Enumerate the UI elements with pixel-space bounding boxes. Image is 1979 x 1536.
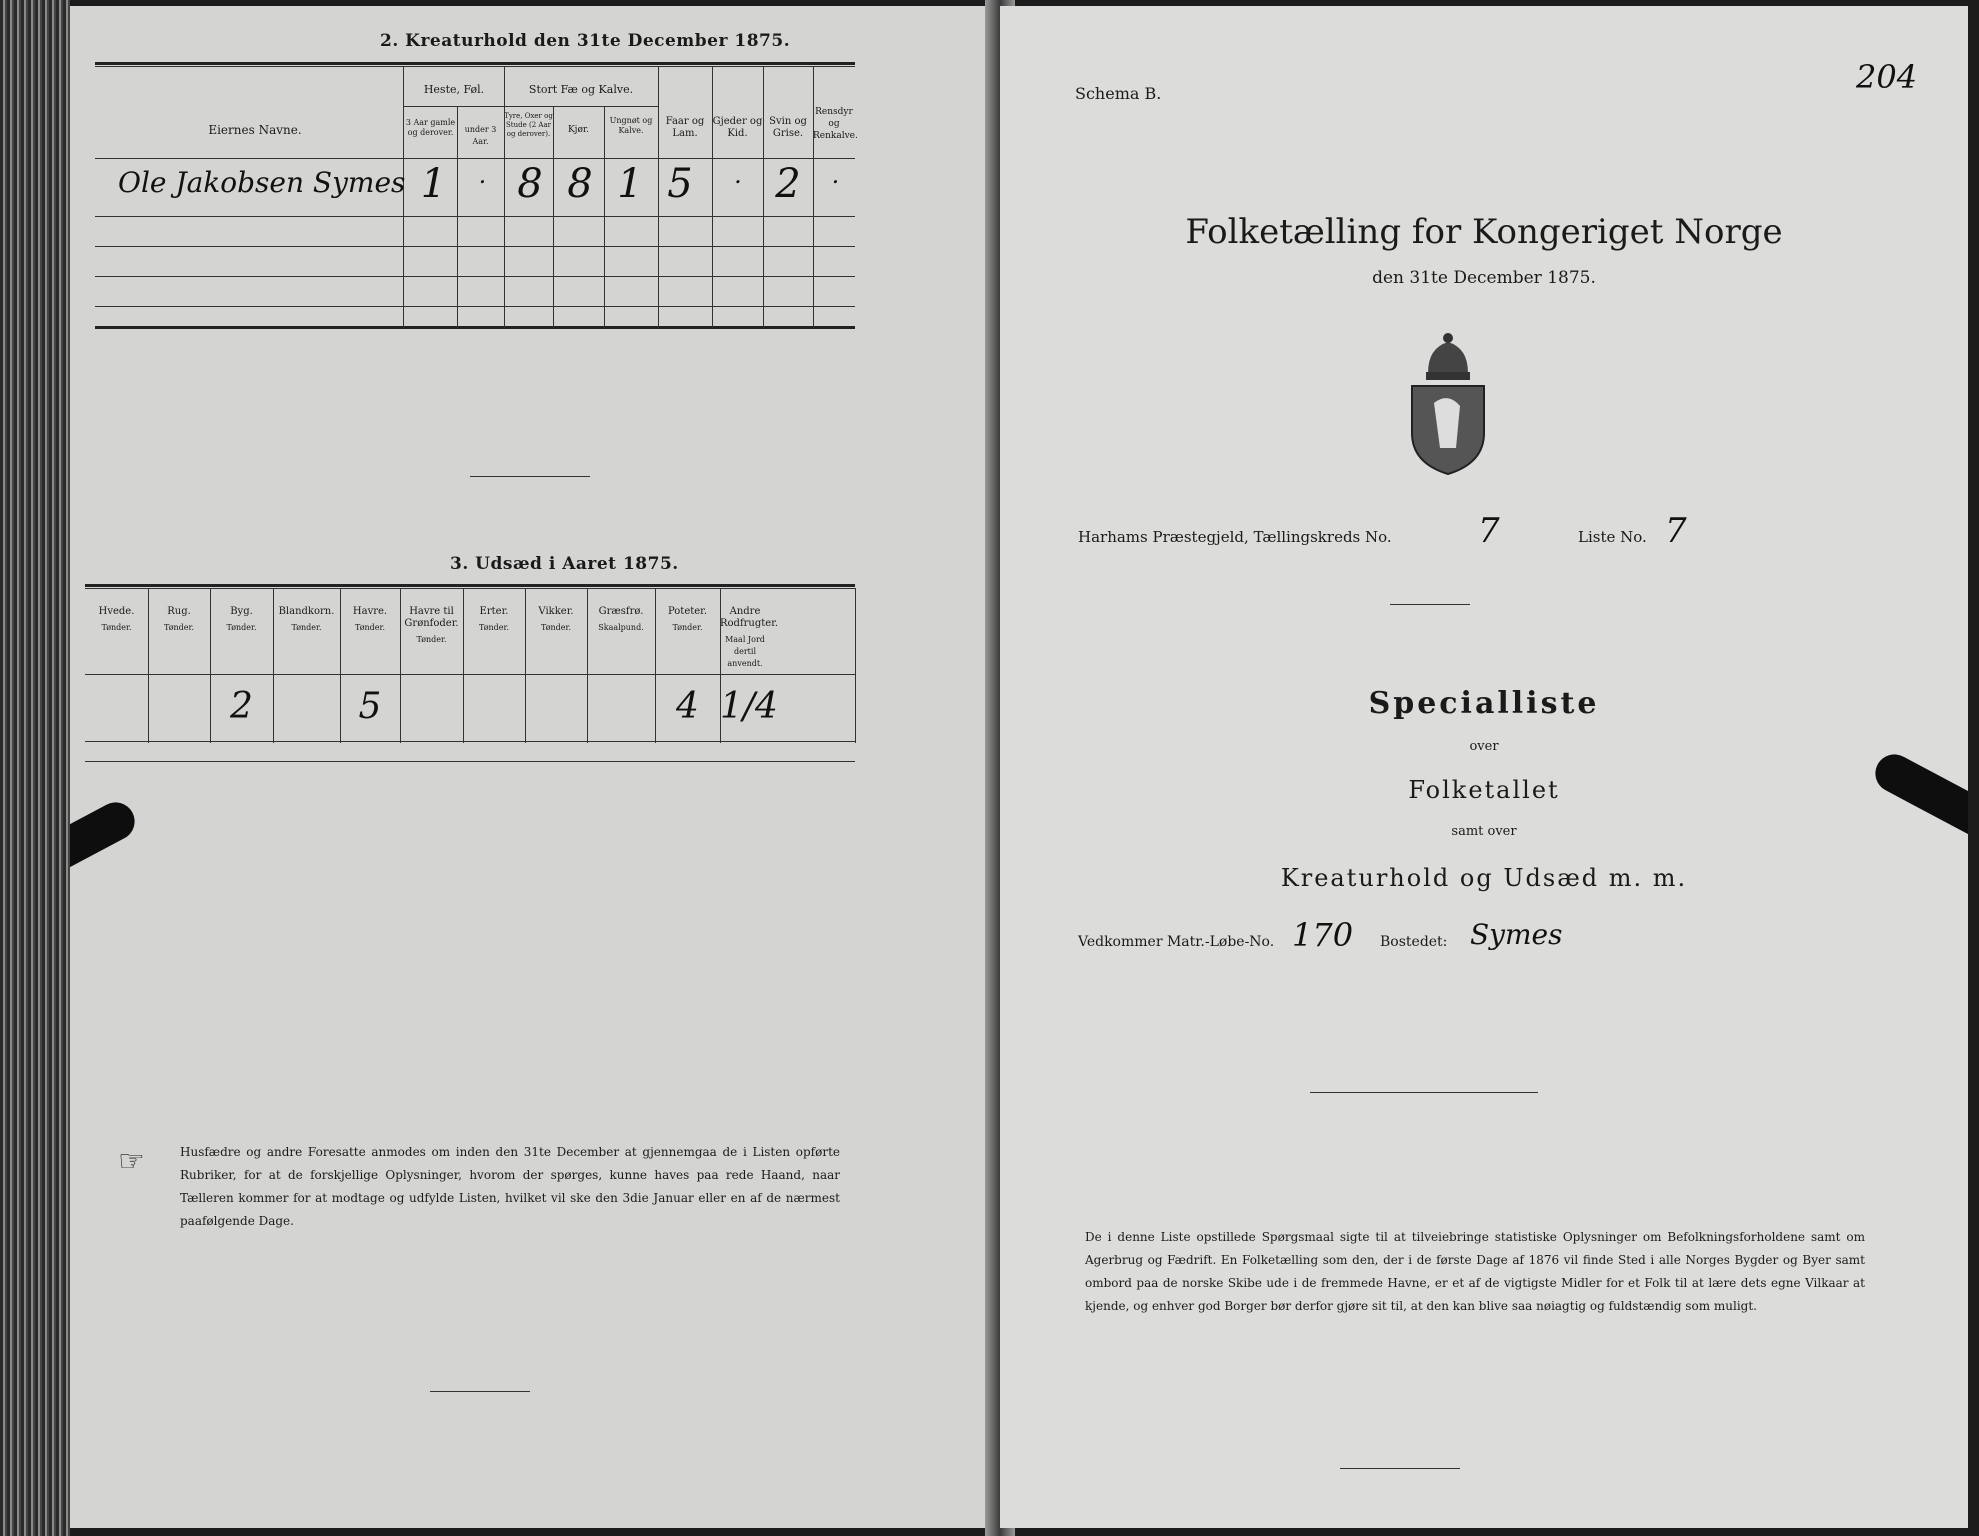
table3-underline (85, 761, 855, 762)
udsaed-header-name: Havre til Grønfoder. (404, 606, 459, 629)
table3-bottom-rule (85, 741, 855, 742)
over-text: over (1469, 739, 1499, 754)
udsaed-value-cell: 2 (230, 686, 253, 727)
kreaturhold-heading: Kreaturhold og Udsæd m. m. (1280, 864, 1688, 892)
liste-label: Liste No. (1578, 528, 1647, 546)
col-gjeder-header: Gjeder og Kid. (712, 116, 763, 139)
schema-label: Schema B. (1075, 84, 1162, 103)
udsaed-header-name: Vikker. (538, 606, 574, 617)
udsaed-header-name: Byg. (230, 606, 253, 617)
udsaed-header (148, 606, 210, 634)
table3-col-line (855, 588, 856, 743)
cell-svin: 2 (775, 161, 801, 207)
udsaed-header (463, 606, 525, 634)
page-number: 204 (1856, 58, 1918, 96)
udsaed-header-unit: Skaalpund. (598, 623, 644, 632)
table2-row-rule (95, 216, 855, 217)
col-rensdyr-header: Rensdyr og Renkalve. (813, 107, 858, 141)
col-heste-a-header: 3 Aar gamle og derover. (405, 118, 456, 137)
table3-top-rule2 (85, 588, 855, 589)
table3-col-line (400, 588, 401, 743)
separator (470, 476, 590, 477)
left-page (70, 6, 1000, 1528)
cell-stort-b: 8 (567, 161, 593, 207)
udsaed-header-name: Blandkorn. (278, 606, 335, 617)
table3-col-line (655, 588, 656, 743)
owner-name: Ole Jakobsen Symes (118, 166, 406, 199)
col-stort-header: Stort Fæ og Kalve. (528, 83, 634, 96)
col-stort-b-header: Kjør. (567, 125, 590, 135)
table2-row-rule (95, 306, 855, 307)
table2-col-line (712, 66, 713, 328)
col-faar-header: Faar og Lam. (665, 116, 705, 139)
table2-col-line (553, 106, 554, 328)
bostedet-value: Symes (1470, 918, 1563, 951)
udsaed-header-name: Havre. (352, 606, 388, 617)
table2-row-rule (95, 246, 855, 247)
col-owner-header: Eiernes Navne. (208, 123, 302, 137)
bostedet-label: Bostedet: (1380, 934, 1448, 950)
cell-stort-a: 8 (517, 161, 543, 207)
section2-title: 2. Kreaturhold den 31te December 1875. (380, 31, 791, 51)
samt-over-text: samt over (1451, 824, 1517, 839)
census-title: Folketælling for Kongeriget Norge (1185, 212, 1783, 252)
separator (1310, 1092, 1538, 1093)
cell-faar: 5 (667, 161, 693, 207)
udsaed-header (340, 606, 400, 634)
udsaed-header-name: Hvede. (98, 606, 135, 617)
udsaed-value-cell: 4 (676, 686, 699, 727)
udsaed-value-cell: 1/4 (720, 686, 778, 727)
prestegjeld-label: Harhams Præstegjeld, Tællingskreds No. (1078, 528, 1392, 546)
udsaed-header (400, 606, 463, 646)
udsaed-header-unit: Tønder. (478, 623, 510, 632)
section3-title: 3. Udsæd i Aaret 1875. (450, 554, 679, 574)
table3-col-line (587, 588, 588, 743)
table3-col-line (210, 588, 211, 743)
pointing-hand-icon: ☞ (118, 1144, 145, 1179)
cell-rensdyr: . (831, 161, 840, 189)
table2-col-line (763, 66, 764, 328)
udsaed-header-unit: Tønder. (354, 623, 386, 632)
udsaed-header-name: Poteter. (667, 606, 708, 617)
table2-row-rule (95, 276, 855, 277)
udsaed-header-name: Græsfrø. (598, 606, 644, 617)
page-tab-marker (70, 796, 141, 891)
footer-text: De i denne Liste opstillede Spørgsmaal sigte til at tilveiebringe statistiske Oplysninger om Befolkningsforholdene samt om Agerbrug og Fædrift. En Folketælling som den, der i de første Dage af 1876 vil finde Sted i alle Norges Bygder og Byer samt ombord paa de norske Skibe ude i de fremmede Havne, er et af de vigtigste Midler for et Folk til at lære dets egne Vilkaar at kjende, og enhver god Borger bør derfor gjøre sit til, at den kan blive saa nøiagtig og fuldstændig som muligt. (1085, 1230, 1865, 1313)
udsaed-header (210, 606, 273, 634)
table3-col-line (720, 588, 721, 743)
udsaed-header-unit: Tønder. (416, 635, 447, 644)
udsaed-header-name: Andre Rodfrugter. (720, 606, 779, 629)
table3-col-line (273, 588, 274, 743)
specialliste-heading: Specialliste (1368, 686, 1600, 721)
census-date: den 31te December 1875. (1372, 268, 1596, 288)
col-stort-c-header: Ungnøt og Kalve. (609, 116, 653, 135)
udsaed-header (720, 606, 779, 670)
udsaed-header (273, 606, 340, 634)
liste-number: 7 (1665, 511, 1687, 551)
udsaed-header-unit: Tønder. (163, 623, 195, 632)
table3-top-rule (85, 584, 855, 587)
book-edge (0, 0, 70, 1536)
table2-subheader-rule (404, 106, 659, 107)
table2-col-line (604, 106, 605, 328)
table2-top-rule2 (95, 66, 855, 67)
udsaed-value-cell: 5 (358, 686, 382, 727)
matr-number: 170 (1292, 916, 1354, 954)
table2-header-rule (95, 158, 855, 159)
table2-top-rule (95, 62, 855, 65)
notice-text: Husfædre og andre Foresatte anmodes om inden den 31te December at gjennemgaa de i Listen opførte Rubriker, for at de forskjellige Oplysninger, hvorom der spørges, kunne haves paa rede Haand, naar Tælleren kommer for at modtage og udfylde Listen, hvilket vil ske den 3die Januar eller en af de nærmest paafølgende Dage. (180, 1145, 840, 1228)
cell-heste-b: . (478, 161, 487, 189)
table3-col-line (340, 588, 341, 743)
table3-col-line (525, 588, 526, 743)
separator (1390, 604, 1470, 605)
cell-stort-c: 1 (617, 161, 643, 207)
separator (430, 1391, 530, 1392)
col-stort-a-header: Tyre, Oxer og Stude (2 Aar og derover). (504, 112, 553, 138)
folketallet-heading: Folketallet (1408, 776, 1560, 804)
udsaed-header-name: Rug. (167, 606, 191, 617)
udsaed-header-unit: Tønder. (101, 623, 132, 632)
udsaed-header-unit: Tønder. (672, 623, 703, 632)
udsaed-header-unit: Tønder. (226, 623, 257, 632)
udsaed-header (85, 606, 148, 634)
coat-of-arms-icon (1398, 328, 1498, 478)
udsaed-header (655, 606, 720, 634)
udsaed-header-name: Erter. (479, 606, 509, 617)
table3-col-line (463, 588, 464, 743)
col-svin-header: Svin og Grise. (769, 116, 807, 139)
udsaed-header (525, 606, 587, 634)
udsaed-header-unit: Maal Jord dertil anvendt. (725, 635, 765, 668)
table2-bottom-rule (95, 326, 855, 329)
cell-heste-a: 1 (420, 161, 447, 207)
separator (1340, 1468, 1460, 1469)
col-heste-b-header: under 3 Aar. (464, 125, 497, 146)
udsaed-header (587, 606, 655, 634)
table3-col-line (148, 588, 149, 743)
matr-label: Vedkommer Matr.-Løbe-No. (1078, 934, 1275, 950)
kreds-number: 7 (1478, 511, 1500, 551)
table3-header-rule (85, 674, 855, 675)
udsaed-header-unit: Tønder. (291, 623, 322, 632)
col-heste-header: Heste, Føl. (423, 83, 485, 96)
right-page (1000, 6, 1968, 1528)
udsaed-header-unit: Tønder. (540, 623, 572, 632)
cell-gjeder: . (734, 161, 742, 189)
